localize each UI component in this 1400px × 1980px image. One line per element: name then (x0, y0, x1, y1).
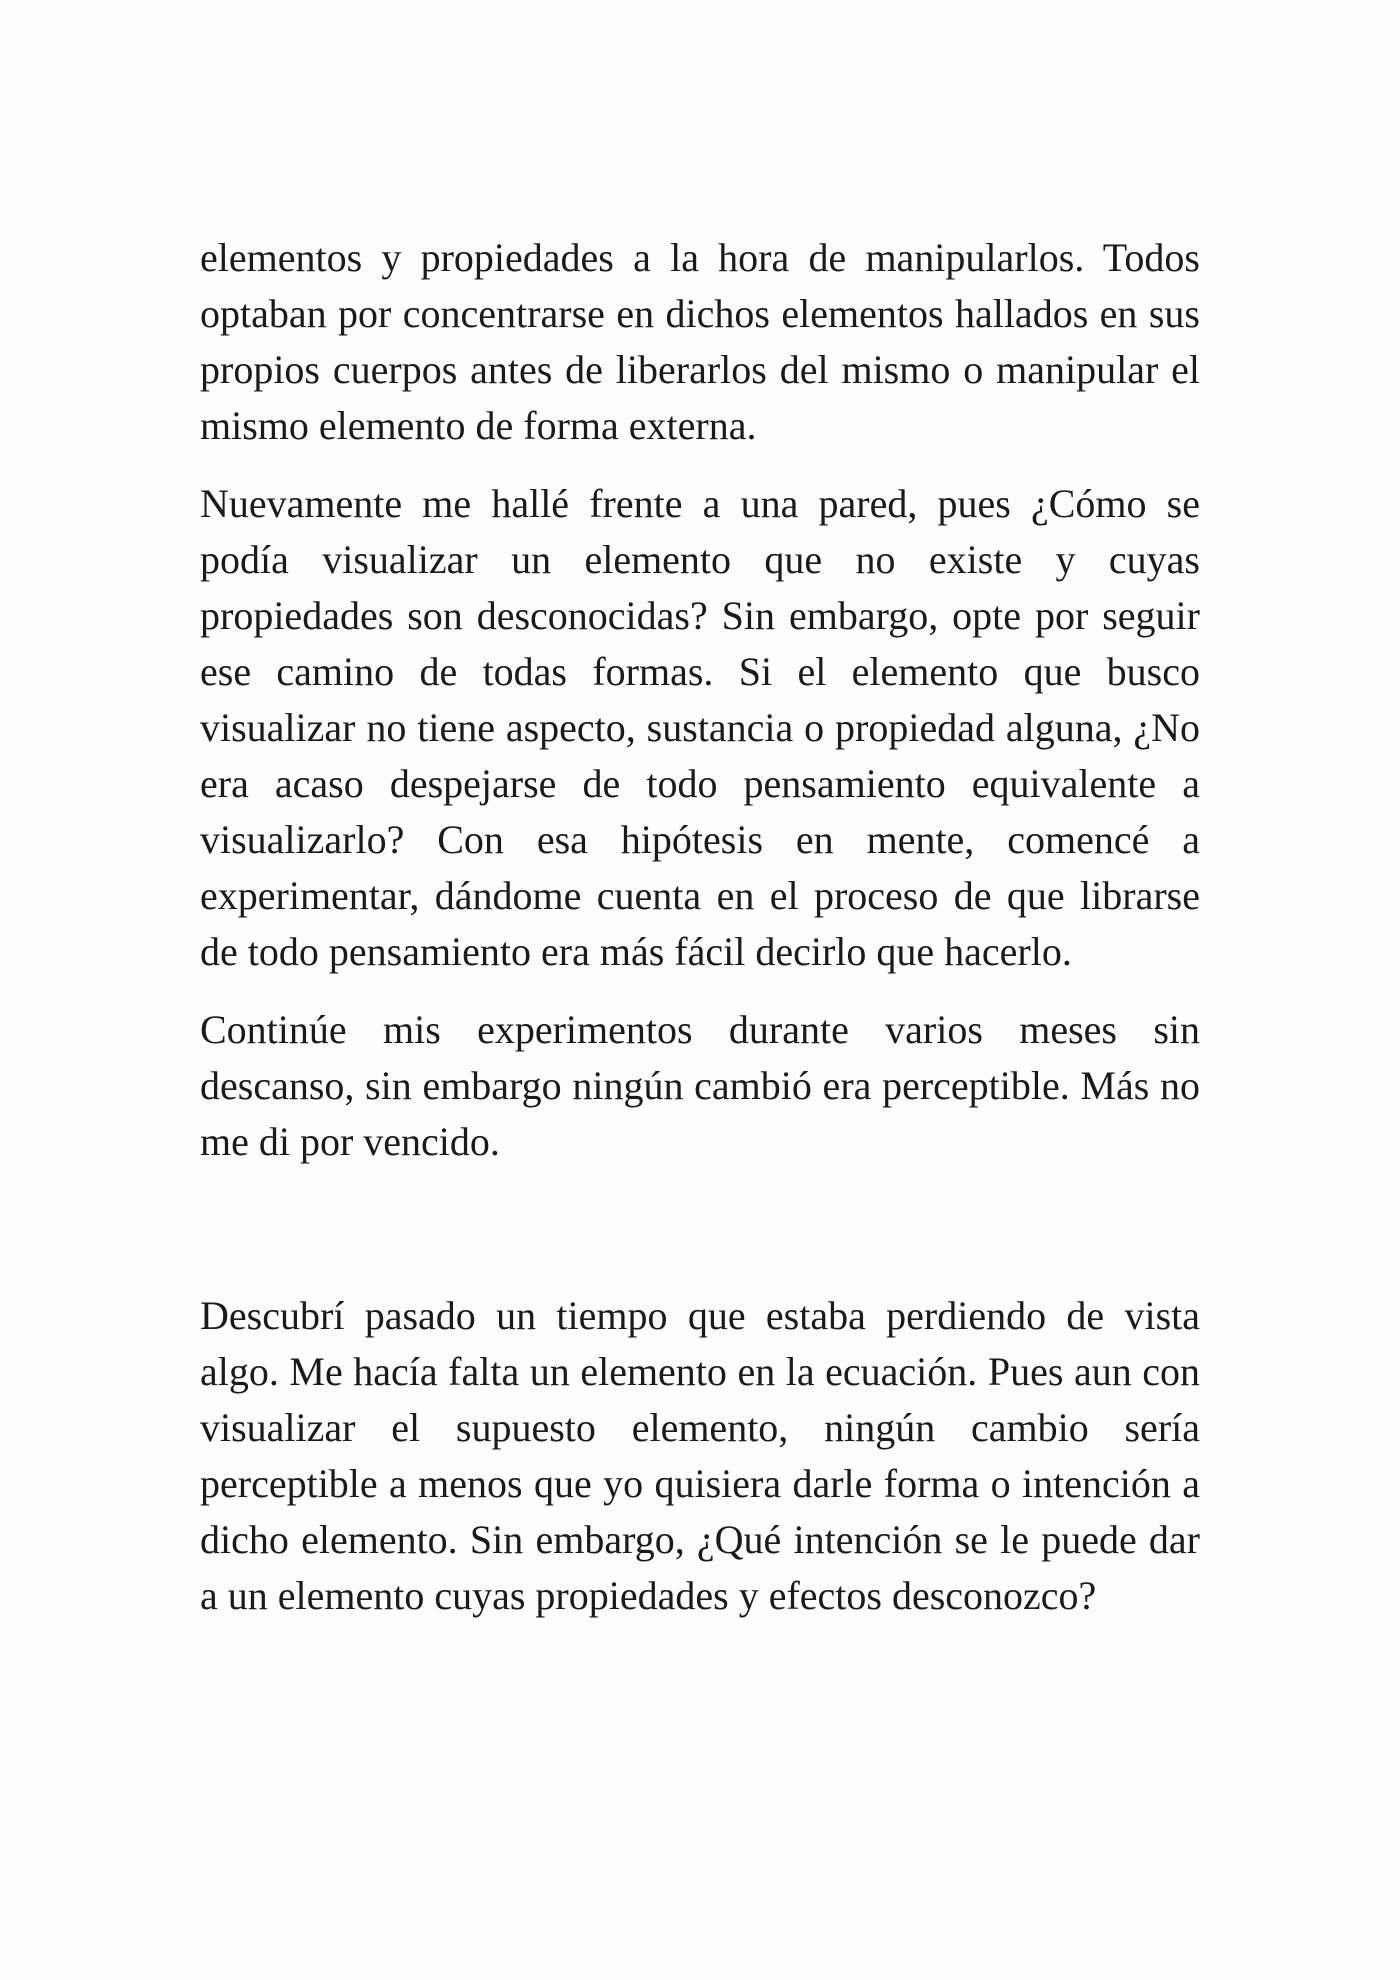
paragraph: Descubrí pasado un tiempo que estaba perdiendo de vista algo. Me hacía falta un elemento en la ecuación. Pues aun con visualizar el supuesto elemento, ningún cambio sería perceptible a menos que yo quisiera darle forma o intención a dicho elemento. Sin embargo, ¿Qué intención se le puede dar a un elemento cuyas propiedades y efectos desconozco? (200, 1293, 1200, 1618)
body-text (200, 230, 1200, 1646)
paragraph: Continúe mis experimentos durante varios meses sin descanso, sin embargo ningún cambió era perceptible. Más no me di por vencido. (200, 1007, 1200, 1164)
paragraph: Nuevamente me hallé frente a una pared, pues ¿Cómo se podía visualizar un elemento que no existe y cuyas propiedades son desconocidas? Sin embargo, opte por seguir ese camino de todas formas. Si el elemento que busco visualizar no tiene aspecto, sustancia o propiedad alguna, ¿No era acaso despejarse de todo pensamiento equivalente a visualizarlo? Con esa hipótesis en mente, comencé a experimentar, dándome cuenta en el proceso de que librarse de todo pensamiento era más fácil decirlo que hacerlo. (200, 481, 1200, 974)
paragraph: elementos y propiedades a la hora de manipularlos. Todos optaban por concentrarse en dichos elementos hallados en sus propios cuerpos antes de liberarlos del mismo o manipular el mismo elemento de forma externa. (200, 235, 1200, 448)
